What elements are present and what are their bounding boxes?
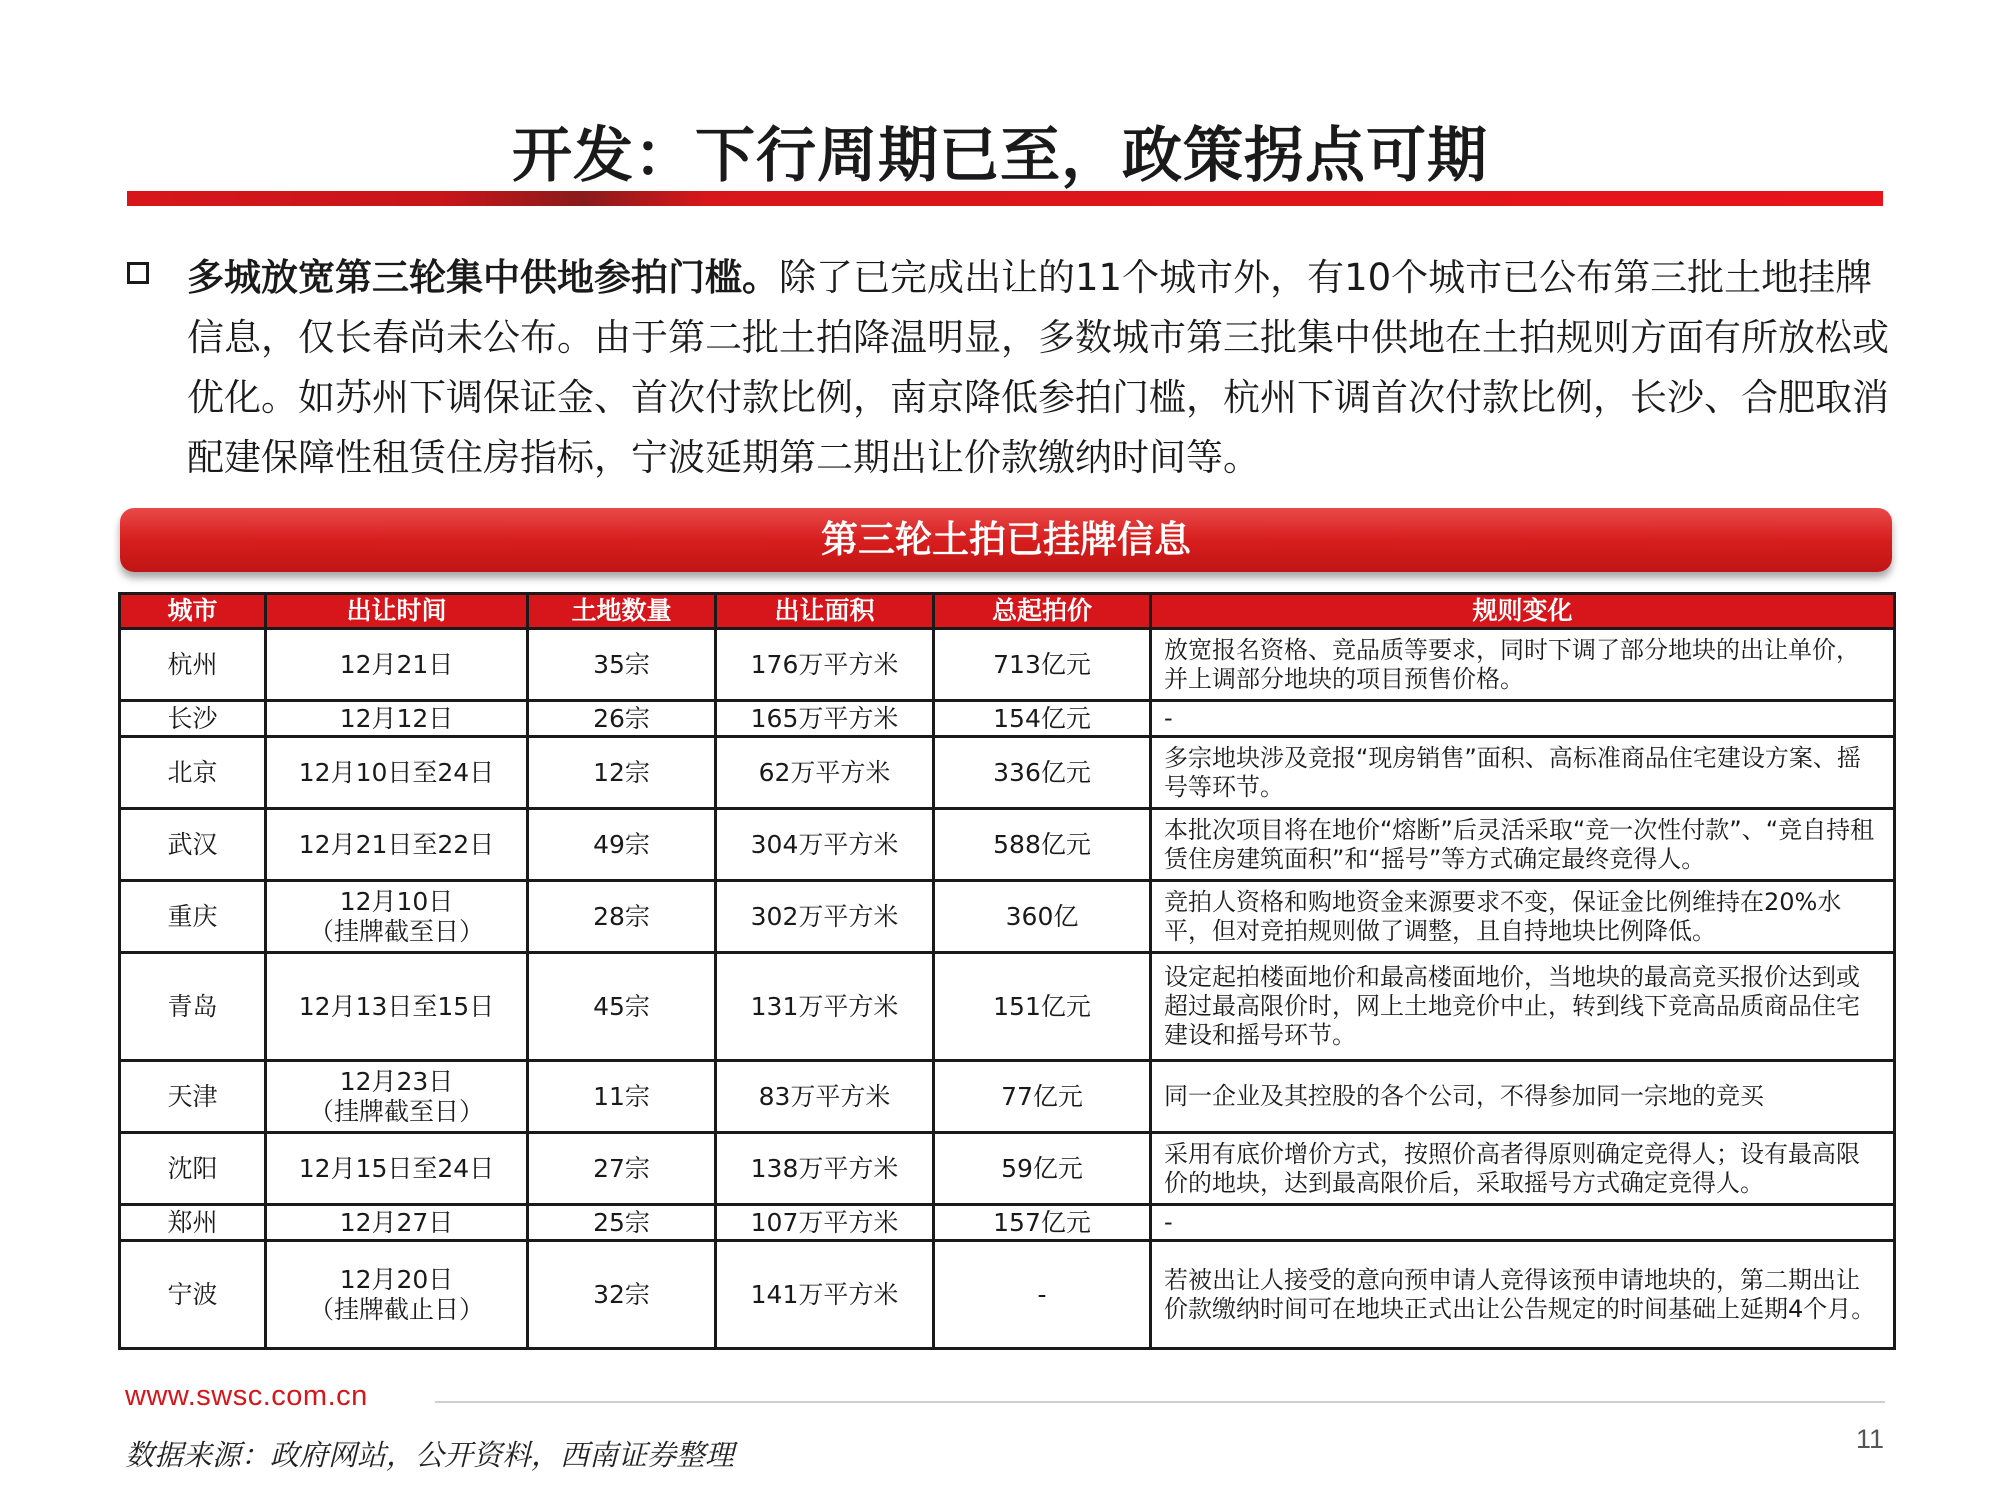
table-header-row — [120, 594, 1895, 629]
cell-area: 302万平方米 — [716, 881, 934, 953]
cell-rule: 多宗地块涉及竞报“现房销售”面积、高标准商品住宅建设方案、摇号等环节。 — [1151, 737, 1895, 809]
cell-time — [266, 1061, 528, 1133]
cell-time-date: 12月12日 — [339, 703, 454, 733]
cell-city: 长沙 — [120, 701, 266, 737]
title-underline-bar — [127, 191, 1883, 206]
cell-time-date: 12月20日 — [339, 1264, 454, 1294]
cell-city: 武汉 — [120, 809, 266, 881]
cell-price: 154亿元 — [934, 701, 1151, 737]
table-banner: 第三轮土拍已挂牌信息 — [120, 508, 1892, 572]
cell-price: 713亿元 — [934, 629, 1151, 701]
cell-time-date: 12月21日 — [339, 649, 454, 679]
cell-area: 83万平方米 — [716, 1061, 934, 1133]
cell-price: 157亿元 — [934, 1205, 1151, 1241]
table-row — [120, 1205, 1895, 1241]
cell-count: 25宗 — [528, 1205, 716, 1241]
cell-time — [266, 809, 528, 881]
table-row — [120, 629, 1895, 701]
cell-rule: 本批次项目将在地价“熔断”后灵活采取“竞一次性付款”、“竞自持租赁住房建筑面积”和“摇号”等方式确定最终竞得人。 — [1151, 809, 1895, 881]
cell-count: 27宗 — [528, 1133, 716, 1205]
cell-time-note: （挂牌截至日） — [308, 1096, 484, 1126]
cell-time-date: 12月23日 — [339, 1066, 454, 1096]
cell-time — [266, 1133, 528, 1205]
data-source-note: 数据来源：政府网站，公开资料，西南证券整理 — [125, 1438, 735, 1472]
cell-area: 141万平方米 — [716, 1241, 934, 1349]
bullet-paragraph — [187, 248, 1895, 488]
summary-bullet — [125, 248, 1895, 488]
cell-city: 郑州 — [120, 1205, 266, 1241]
cell-city: 宁波 — [120, 1241, 266, 1349]
cell-time-date: 12月15日至24日 — [298, 1153, 495, 1183]
cell-count: 45宗 — [528, 953, 716, 1061]
cell-rule: 放宽报名资格、竞品质等要求，同时下调了部分地块的出让单价，并上调部分地块的项目预售价格。 — [1151, 629, 1895, 701]
cell-rule: 同一企业及其控股的各个公司，不得参加同一宗地的竞买 — [1151, 1061, 1895, 1133]
cell-time-date: 12月27日 — [339, 1207, 454, 1237]
cell-count: 26宗 — [528, 701, 716, 737]
cell-time — [266, 1205, 528, 1241]
cell-area: 304万平方米 — [716, 809, 934, 881]
page-title: 开发：下行周期已至，政策拐点可期 — [512, 121, 1488, 191]
cell-time — [266, 953, 528, 1061]
cell-area: 176万平方米 — [716, 629, 934, 701]
cell-city: 青岛 — [120, 953, 266, 1061]
cell-price: 360亿 — [934, 881, 1151, 953]
cell-city: 沈阳 — [120, 1133, 266, 1205]
cell-time-date: 12月21日至22日 — [298, 829, 495, 859]
cell-time-date: 12月13日至15日 — [298, 991, 495, 1021]
checkbox-bullet-icon — [127, 262, 149, 284]
cell-city: 杭州 — [120, 629, 266, 701]
cell-count: 49宗 — [528, 809, 716, 881]
cell-count: 11宗 — [528, 1061, 716, 1133]
cell-price: 336亿元 — [934, 737, 1151, 809]
table-row — [120, 1061, 1895, 1133]
cell-rule: - — [1151, 701, 1895, 737]
cell-price: 59亿元 — [934, 1133, 1151, 1205]
cell-time — [266, 881, 528, 953]
bullet-heading: 多城放宽第三轮集中供地参拍门槛。 — [187, 256, 779, 299]
column-header-city: 城市 — [120, 594, 266, 629]
cell-price: - — [934, 1241, 1151, 1349]
cell-area: 107万平方米 — [716, 1205, 934, 1241]
cell-price: 588亿元 — [934, 809, 1151, 881]
table-row — [120, 809, 1895, 881]
cell-count: 32宗 — [528, 1241, 716, 1349]
cell-rule: 竞拍人资格和购地资金来源要求不变，保证金比例维持在20%水平，但对竞拍规则做了调整，且自持地块比例降低。 — [1151, 881, 1895, 953]
cell-count: 12宗 — [528, 737, 716, 809]
table-row — [120, 1133, 1895, 1205]
cell-time-date: 12月10日 — [339, 886, 454, 916]
column-header-count: 土地数量 — [528, 594, 716, 629]
footer-website-link[interactable]: www.swsc.com.cn — [125, 1380, 368, 1412]
cell-area: 62万平方米 — [716, 737, 934, 809]
cell-time — [266, 701, 528, 737]
cell-time — [266, 1241, 528, 1349]
land-auction-table — [118, 592, 1896, 1350]
cell-time — [266, 737, 528, 809]
cell-count: 28宗 — [528, 881, 716, 953]
bullet-body: 除了已完成出让的11个城市外，有10个城市已公布第三批土地挂牌信息，仅长春尚未公布。由于第二批土拍降温明显，多数城市第三批集中供地在土拍规则方面有所放松或优化。如苏州下调保证金、首次付款比例，南京降低参拍门槛，杭州下调首次付款比例，长沙、合肥取消配建保障性租赁住房指标，宁波延期第二期出让价款缴纳时间等。 — [187, 256, 1889, 479]
cell-time-note: （挂牌截止日） — [308, 1294, 484, 1324]
cell-price: 151亿元 — [934, 953, 1151, 1061]
cell-time-date: 12月10日至24日 — [298, 757, 495, 787]
cell-rule: 设定起拍楼面地价和最高楼面地价，当地块的最高竞买报价达到或超过最高限价时，网上土地竞价中止，转到线下竞高品质商品住宅建设和摇号环节。 — [1151, 953, 1895, 1061]
cell-rule: 采用有底价增价方式，按照价高者得原则确定竞得人；设有最高限价的地块，达到最高限价后，采取摇号方式确定竞得人。 — [1151, 1133, 1895, 1205]
table-row — [120, 1241, 1895, 1349]
table-row — [120, 953, 1895, 1061]
cell-area: 138万平方米 — [716, 1133, 934, 1205]
cell-time — [266, 629, 528, 701]
table-row — [120, 881, 1895, 953]
table-row — [120, 737, 1895, 809]
table-row — [120, 701, 1895, 737]
column-header-price: 总起拍价 — [934, 594, 1151, 629]
footer-divider — [435, 1401, 1885, 1403]
column-header-time: 出让时间 — [266, 594, 528, 629]
cell-price: 77亿元 — [934, 1061, 1151, 1133]
cell-time-note: （挂牌截至日） — [308, 916, 484, 946]
cell-city: 重庆 — [120, 881, 266, 953]
cell-rule: 若被出让人接受的意向预申请人竞得该预申请地块的，第二期出让价款缴纳时间可在地块正式出让公告规定的时间基础上延期4个月。 — [1151, 1241, 1895, 1349]
cell-city: 北京 — [120, 737, 266, 809]
cell-rule: - — [1151, 1205, 1895, 1241]
cell-area: 131万平方米 — [716, 953, 934, 1061]
page-number: 11 — [1856, 1424, 1885, 1454]
cell-city: 天津 — [120, 1061, 266, 1133]
cell-area: 165万平方米 — [716, 701, 934, 737]
column-header-area: 出让面积 — [716, 594, 934, 629]
column-header-rule: 规则变化 — [1151, 594, 1895, 629]
cell-count: 35宗 — [528, 629, 716, 701]
